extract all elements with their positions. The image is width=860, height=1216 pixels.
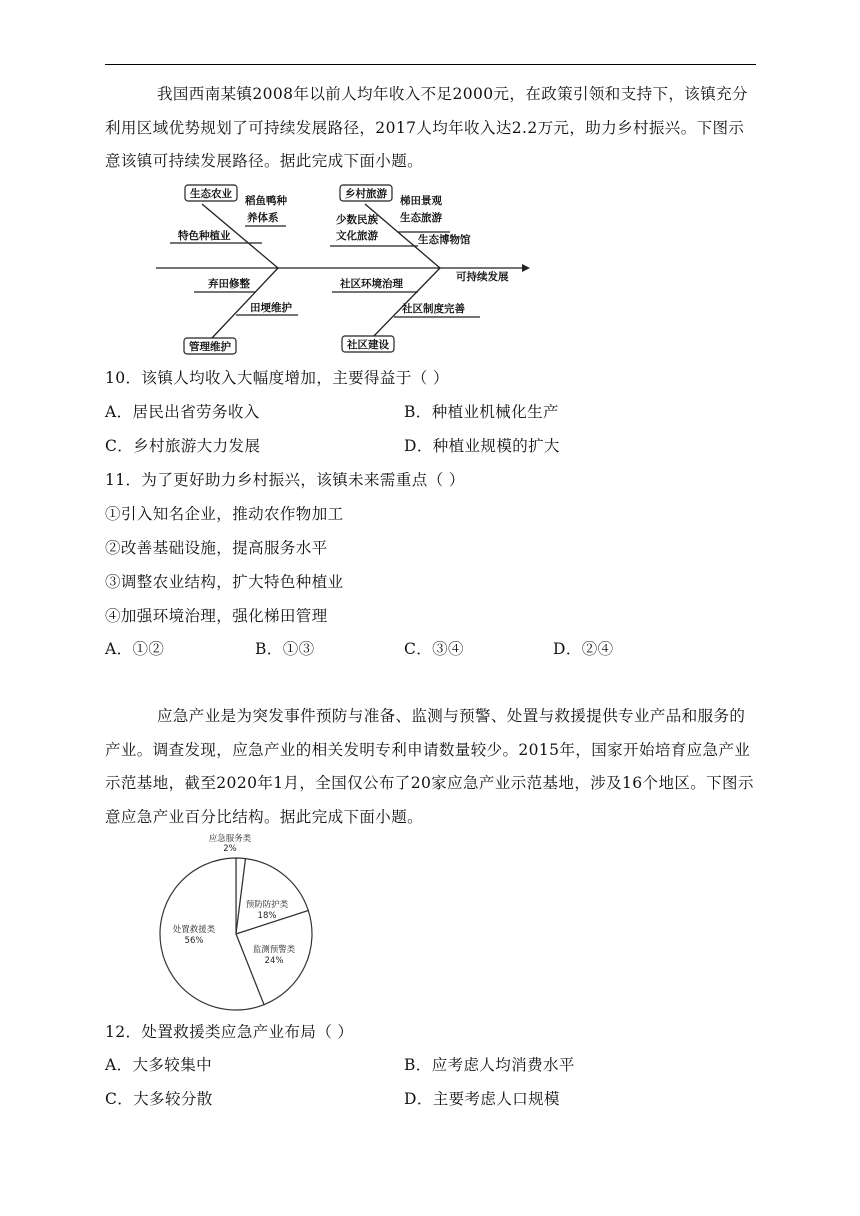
q11-option-d[interactable]: D．②④ xyxy=(553,640,614,658)
q10-option-a[interactable]: A．居民出省劳务收入 xyxy=(105,403,260,421)
q12-option-d[interactable]: D．主要考虑人口规模 xyxy=(404,1090,560,1108)
q12-option-c[interactable]: C．大多较分散 xyxy=(105,1090,213,1108)
top-rule xyxy=(105,64,756,65)
q11-stem: 11．为了更好助力乡村振兴，该镇未来需重点（ ） xyxy=(105,471,465,489)
q11-item-3: ③调整农业结构，扩大特色种植业 xyxy=(105,573,344,591)
branch-env-governance: 社区环境治理 xyxy=(340,278,403,290)
label-management: 管理维护 xyxy=(189,341,231,353)
spine-label: 可持续发展 xyxy=(456,271,509,283)
branch-rice-duck-1: 稻鱼鸭种 xyxy=(245,195,287,207)
passage-2: 应急产业是为突发事件预防与准备、监测与预警、处置与救援提供专业产品和服务的产业。调查发现，应急产业的相关发明专利申请数量较少。2015年，国家开始培育应急产业示范基地，截至2020年1月，全国仅公布了20家应急产业示范基地，涉及16个地区。下图示意应急产业百分比结构。据此完成下面小题。 xyxy=(105,707,754,826)
pie-label: 处置救援类 xyxy=(172,925,216,935)
branch-rice-duck-2: 养体系 xyxy=(247,212,279,224)
label-eco-agriculture: 生态农业 xyxy=(190,188,232,200)
q10-option-d[interactable]: D．种植业规模的扩大 xyxy=(404,437,560,455)
passage-1: 我国西南某镇2008年以前人均年收入不足2000元，在政策引领和支持下，该镇充分利用区域优势规划了可持续发展路径，2017人均年收入达2.2万元，助力乡村振兴。下图示意该镇可持续发展路径。据此完成下面小题。 xyxy=(105,85,748,170)
q11-option-a[interactable]: A．①② xyxy=(105,640,165,658)
pie-value-label: 24% xyxy=(264,956,284,966)
branch-ridge-maintain: 田埂维护 xyxy=(250,302,292,314)
q12-option-a[interactable]: A．大多较集中 xyxy=(105,1056,212,1074)
branch-system-improve: 社区制度完善 xyxy=(402,303,465,315)
pie-value-label: 56% xyxy=(184,936,204,946)
pie-chart xyxy=(150,828,330,1012)
q12-stem: 12．处置救援类应急产业布局（ ） xyxy=(105,1023,354,1041)
fishbone-diagram xyxy=(150,180,540,356)
label-community: 社区建设 xyxy=(347,339,389,351)
branch-terrace-view-1: 梯田景观 xyxy=(400,195,442,207)
q11-option-b[interactable]: B．①③ xyxy=(255,640,315,658)
branch-eco-museum: 生态博物馆 xyxy=(418,234,471,246)
label-rural-tourism: 乡村旅游 xyxy=(345,188,387,200)
q12-option-b[interactable]: B．应考虑人均消费水平 xyxy=(404,1056,575,1074)
q10-option-c[interactable]: C．乡村旅游大力发展 xyxy=(105,437,261,455)
pie-value-label: 18% xyxy=(257,911,277,921)
pie-label: 预防防护类 xyxy=(245,900,289,910)
q10-stem: 10．该镇人均收入大幅度增加，主要得益于（ ） xyxy=(105,369,449,387)
q11-option-c[interactable]: C．③④ xyxy=(404,640,464,658)
branch-abandoned-field: 弃田修整 xyxy=(208,278,250,290)
pie-label: 应急服务类 xyxy=(208,834,252,844)
branch-specialty-planting: 特色种植业 xyxy=(178,230,231,242)
q10-option-b[interactable]: B．种植业机械化生产 xyxy=(404,403,559,421)
branch-minority-2: 文化旅游 xyxy=(336,230,378,242)
q11-item-1: ①引入知名企业，推动农作物加工 xyxy=(105,505,344,523)
branch-terrace-view-2: 生态旅游 xyxy=(400,212,442,224)
pie-label: 监测预警类 xyxy=(252,945,296,955)
pie-value-label: 2% xyxy=(223,844,237,854)
q11-item-4: ④加强环境治理，强化梯田管理 xyxy=(105,607,328,625)
branch-minority-1: 少数民族 xyxy=(336,214,378,226)
q11-item-2: ②改善基础设施，提高服务水平 xyxy=(105,539,328,557)
